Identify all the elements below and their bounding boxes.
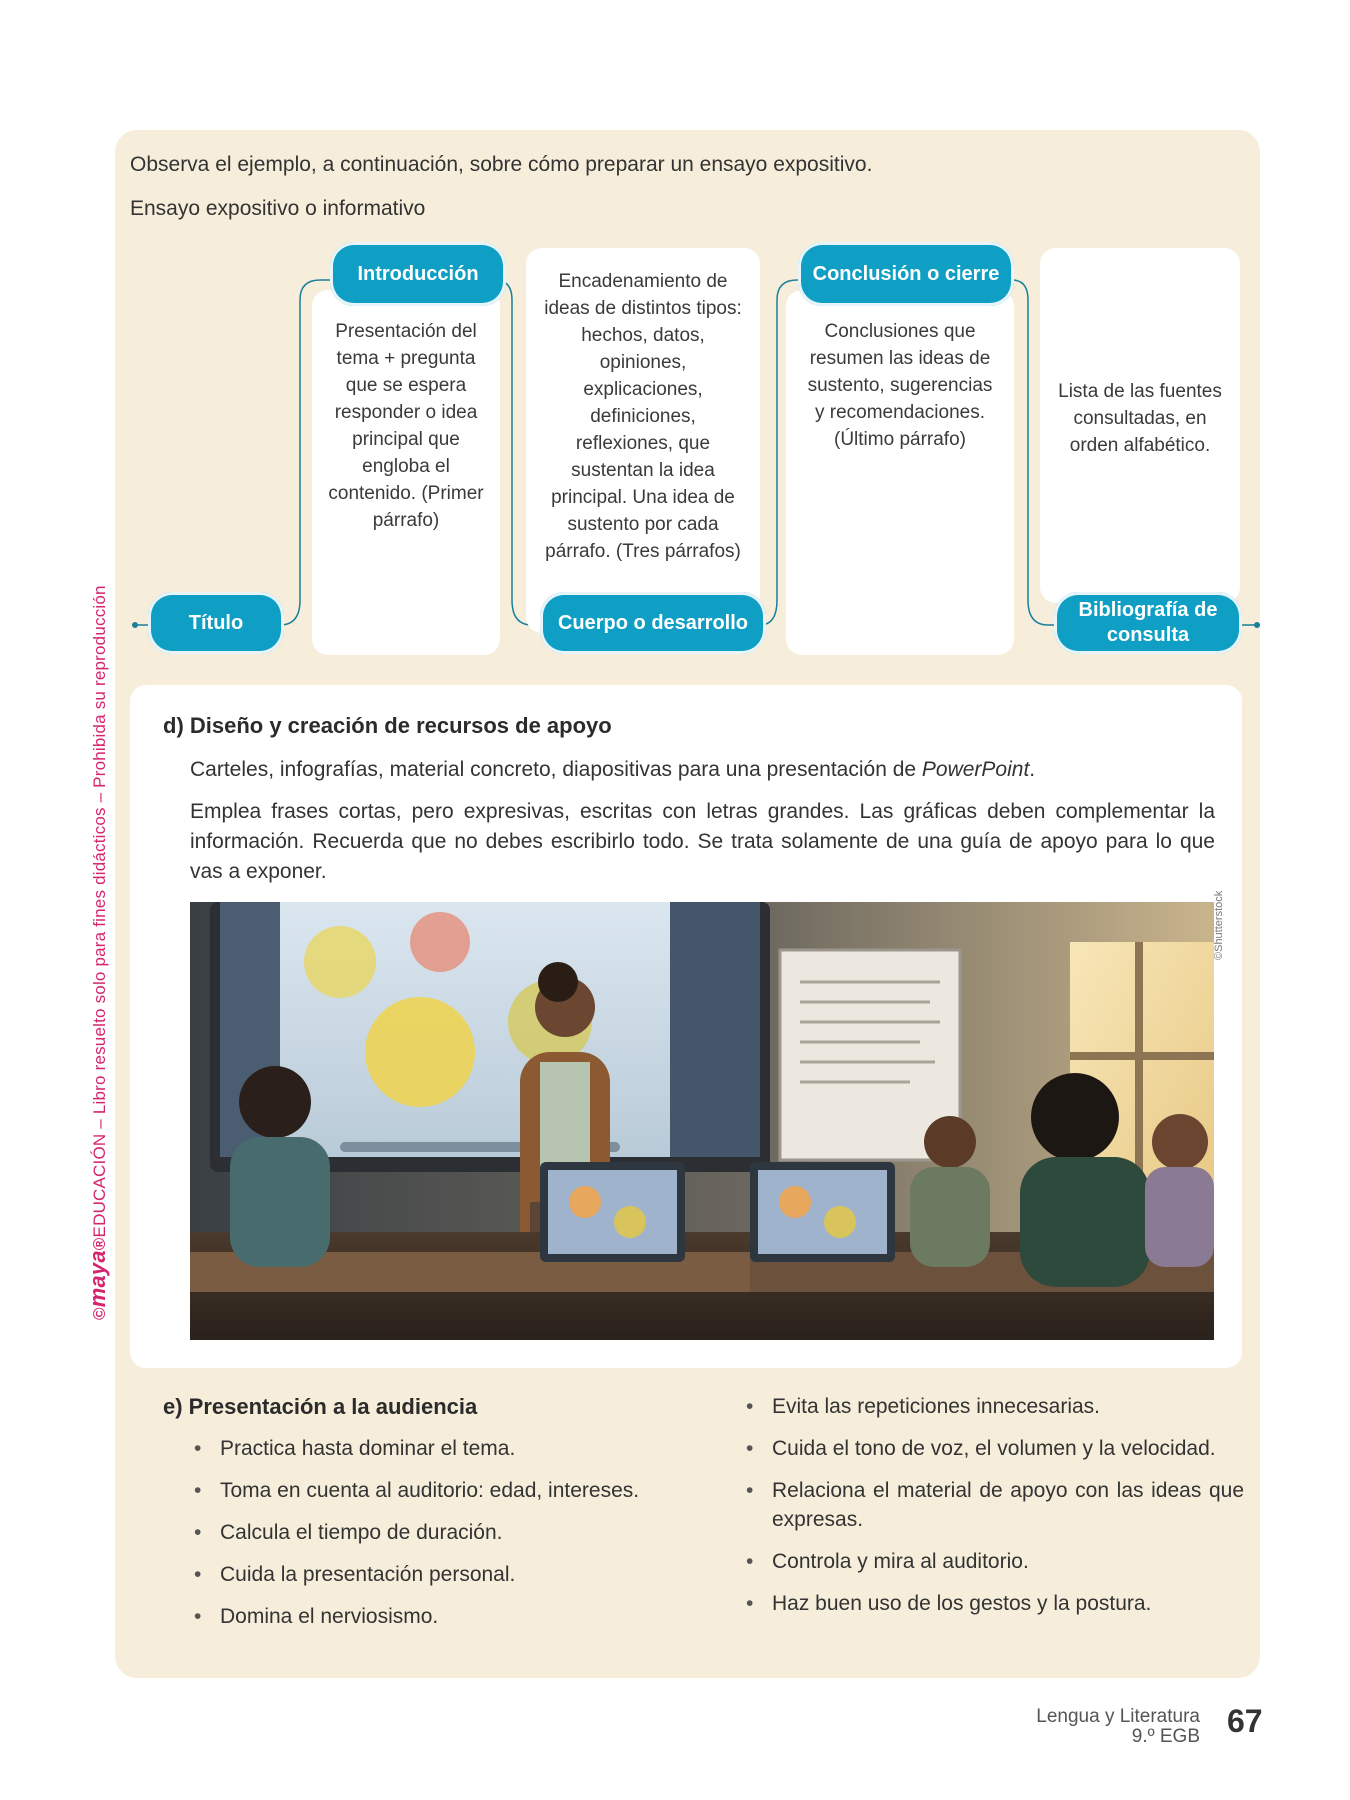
photo-credit: ©Shutterstock bbox=[1213, 890, 1225, 960]
intro-card bbox=[312, 290, 500, 655]
section-d-para2: Emplea frases cortas, pero expresivas, escritas con letras grandes. Las gráficas deben complementar la información. Recuerda que no debes escribirlo todo. Se trata solamente de una guía de apoyo para lo que vas a exponer. bbox=[190, 800, 1215, 883]
bibliography-pill: Bibliografía de consulta bbox=[1054, 592, 1242, 654]
para1-prefix: Carteles, infografías, material concreto, diapositivas para una presentación de bbox=[190, 758, 922, 781]
intro-card-text: Presentación del tema + pregunta que se espera responder o idea principal que engloba el contenido. (Primer párrafo) bbox=[328, 321, 484, 531]
brand-logo: maya bbox=[85, 1250, 110, 1308]
registered-mark: ® bbox=[90, 1237, 109, 1251]
list-item: • Evita las repeticiones innecesarias. bbox=[742, 1392, 1244, 1421]
section-e-heading: e) Presentación a la audiencia bbox=[163, 1394, 478, 1419]
title-pill: Título bbox=[148, 592, 284, 654]
copyright-symbol: © bbox=[90, 1307, 109, 1320]
conclusion-card-text: Conclusiones que resumen las ideas de sustento, sugerencias y recomendaciones. (Último párrafo) bbox=[807, 321, 993, 450]
footer-subject bbox=[1036, 1707, 1200, 1747]
page-number: 67 bbox=[1227, 1703, 1263, 1739]
conclusion-card bbox=[786, 290, 1014, 655]
diagram-caption: Ensayo expositivo o informativo bbox=[130, 197, 426, 220]
grade-label: 9.º EGB bbox=[1131, 1726, 1200, 1747]
intro-text: Observa el ejemplo, a continuación, sobre cómo preparar un ensayo expositivo. bbox=[130, 153, 873, 176]
list-item: • Domina el nerviosismo. bbox=[190, 1602, 680, 1631]
section-d-heading: d) Diseño y creación de recursos de apoyo bbox=[163, 713, 612, 738]
body-card-text: Encadenamiento de ideas de distintos tipos: hechos, datos, opiniones, explicaciones, definiciones, reflexiones, que sustentan la idea principal. Una idea de sustento por cada párrafo. (Tres párrafos) bbox=[544, 271, 742, 562]
classroom-illustration bbox=[190, 902, 1214, 1340]
body-pill: Cuerpo o desarrollo bbox=[540, 592, 766, 654]
sidebar-text: EDUCACIÓN – Libro resuelto solo para fines didácticos – Prohibida su reproducción bbox=[90, 585, 109, 1238]
list-item: • Practica hasta dominar el tema. bbox=[190, 1434, 680, 1463]
conclusion-pill: Conclusión o cierre bbox=[798, 242, 1014, 306]
body-card bbox=[526, 248, 760, 633]
list-item: • Cuida la presentación personal. bbox=[190, 1560, 680, 1589]
classroom-photo bbox=[190, 902, 1214, 1340]
list-item: • Controla y mira al auditorio. bbox=[742, 1547, 1244, 1576]
list-item: • Relaciona el material de apoyo con las ideas que expresas. bbox=[742, 1476, 1244, 1534]
para1-suffix: . bbox=[1029, 758, 1036, 781]
para1-italic: PowerPoint bbox=[921, 758, 1030, 781]
right-tips-list bbox=[742, 1392, 1244, 1631]
introduction-pill: Introducción bbox=[330, 242, 506, 306]
subject-name: Lengua y Literatura bbox=[1036, 1706, 1200, 1727]
left-tips-list bbox=[190, 1434, 680, 1644]
bibliography-card-text: Lista de las fuentes consultadas, en orden alfabético. bbox=[1058, 381, 1222, 456]
list-item: • Toma en cuenta al auditorio: edad, intereses. bbox=[190, 1476, 680, 1505]
list-item: • Haz buen uso de los gestos y la postura. bbox=[742, 1589, 1244, 1618]
section-d-para1 bbox=[190, 755, 1215, 785]
bibliography-card bbox=[1040, 248, 1240, 603]
list-item: • Cuida el tono de voz, el volumen y la velocidad. bbox=[742, 1434, 1244, 1463]
list-item: • Calcula el tiempo de duración. bbox=[190, 1518, 680, 1547]
